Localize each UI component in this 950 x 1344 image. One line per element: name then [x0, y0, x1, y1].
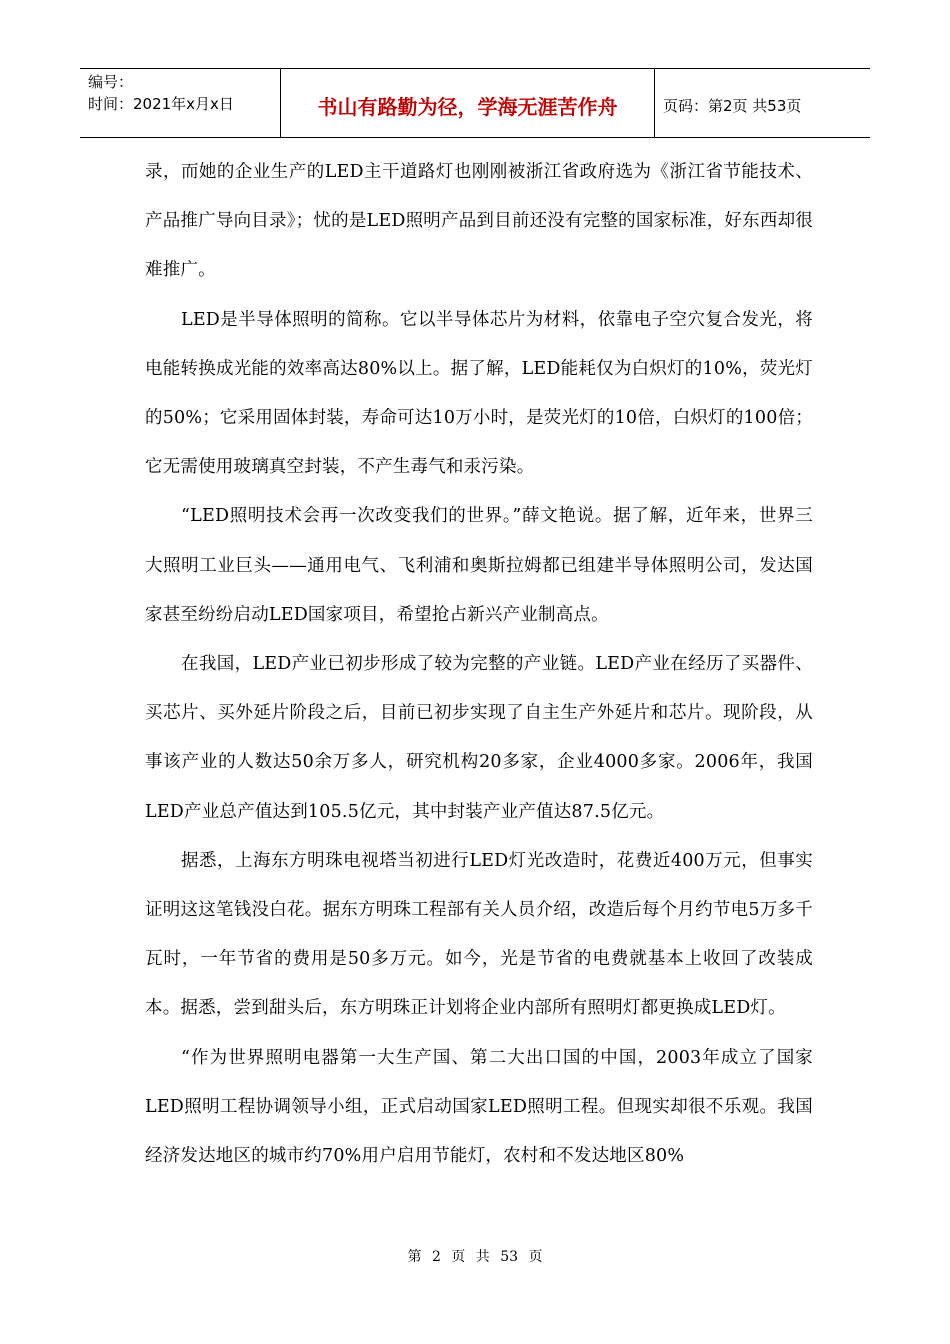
header-motto: 书山有路勤为径，学海无涯苦作舟 [281, 69, 655, 137]
header-meta [80, 69, 281, 137]
header-page-info: 页码：第2页 共53页 [663, 96, 802, 115]
paragraph: “LED照明技术会再一次改变我们的世界。”薛文艳说。据了解，近年来，世界三大照明工业巨头——通用电气、飞利浦和奥斯拉姆都已组建半导体照明公司，发达国家甚至纷纷启动LED国家项目，希望抢占新兴产业制高点。 [145, 506, 813, 625]
paragraph: 据悉，上海东方明珠电视塔当初进行LED灯光改造时，花费近400万元，但事实证明这这笔钱没白花。据东方明珠工程部有关人员介绍，改造后每个月约节电5万多千瓦时，一年节省的费用是50多万元。如今，光是节省的电费就基本上收回了改装成本。据悉，尝到甜头后，东方明珠正计划将企业内部所有照明灯都更换成LED灯。 [145, 850, 813, 1019]
page-header [80, 68, 870, 138]
document-number-label: 编号： [88, 73, 134, 91]
page-footer: 第 2 页 共 53 页 [407, 1249, 543, 1265]
paragraph: “作为世界照明电器第一大生产国、第二大出口国的中国，2003年成立了国家LED照明工程协调领导小组，正式启动国家LED照明工程。但现实却很不乐观。我国经济发达地区的城市约70%用户启用节能灯，农村和不发达地区80% [145, 1047, 813, 1167]
paragraph: LED是半导体照明的简称。它以半导体芯片为材料，依靠电子空穴复合发光，将电能转换成光能的效率高达80%以上。据了解，LED能耗仅为白炽灯的10%，荧光灯的50%；它采用固体封装，寿命可达10万小时，是荧光灯的10倍，白炽灯的100倍；它无需使用玻璃真空封装，不产生毒气和汞污染。 [145, 309, 813, 478]
paragraph: 录，而她的企业生产的LED主干道路灯也刚刚被浙江省政府选为《浙江省节能技术、产品推广导向目录》；忧的是LED照明产品到目前还没有完整的国家标准，好东西却很难推广。 [145, 162, 813, 281]
document-time-label: 时间：2021年x月x日 [88, 95, 234, 113]
document-body [145, 148, 813, 1181]
paragraph: 在我国，LED产业已初步形成了较为完整的产业链。LED产业在经历了买器件、买芯片、买外延片阶段之后，目前已初步实现了自主生产外延片和芯片。现阶段，从事该产业的人数达50余万多人，研究机构20多家，企业4000多家。2006年，我国LED产业总产值达到105.5亿元，其中封装产业产值达87.5亿元。 [145, 654, 813, 822]
